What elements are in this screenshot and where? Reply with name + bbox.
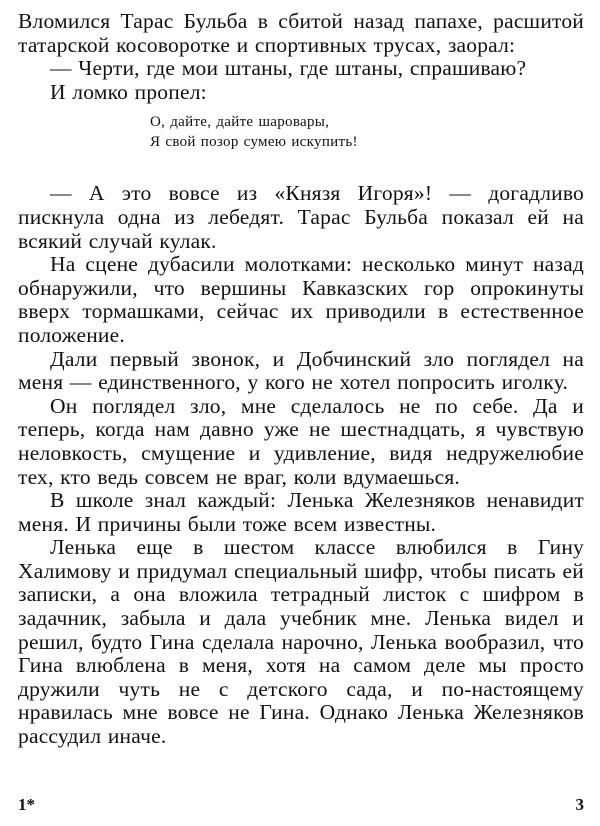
paragraph: — А это вовсе из «Князя Игоря»! — догадливо пискнула одна из лебедят. Тарас Бульба показал ей на всякий случай кулак. xyxy=(18,181,584,253)
paragraph-sang: И ломко пропел: xyxy=(50,79,207,104)
verse-block xyxy=(150,112,584,152)
paragraph: Он поглядел зло, мне сделалось не по себе. Да и теперь, когда нам давно уже не шестнадцать, я чувствую неловкость, смущение и удивление, видя недружелюбие тех, кто ведь совсем не враг, коли вдумаешься. xyxy=(18,393,584,489)
paragraph: Дали первый звонок, и Добчинский зло поглядел на меня — единственного, у кого не хотел попросить иголку. xyxy=(18,346,584,395)
paragraph-dialogue: — Черти, где мои штаны, где штаны, спрашиваю? xyxy=(50,56,527,81)
paragraph: На сцене дубасили молотками: несколько минут назад обнаружили, что вершины Кавказских гор опрокинуты вверх тормашками, сейчас их приводили в естественное положение. xyxy=(18,252,584,347)
verse-line: Я свой позор сумею искупить! xyxy=(150,134,358,151)
paragraph-intro: Вломился Тарас Бульба в сбитой назад папахе, расшитой татарской косоворотке и спортивных трусах, заорал: xyxy=(18,9,584,57)
verse-line: О, дайте, дайте шаровары, xyxy=(150,114,330,131)
page-number: 3 xyxy=(575,795,584,814)
body-text xyxy=(18,10,584,749)
signature-mark: 1* xyxy=(18,795,35,814)
paragraph: В школе знал каждый: Ленька Железняков ненавидит меня. И причины были тоже всем известны. xyxy=(18,488,584,536)
paragraph: Ленька еще в шестом классе влюбился в Гину Халимову и придумал специальный шифр, чтобы писать ей записки, а она вложила тетрадный листок с шифром в задачник, забыла и дала учебник мне. Ленька видел и решил, будто Гина сделала нарочно, Ленька вообразил, что Гина влюблена в меня, хотя на самом деле мы просто дружили чуть не с детского сада, и по-настоящему нравилась мне вовсе не Гина. Однако Ленька Железняков рассудил иначе. xyxy=(18,535,584,749)
